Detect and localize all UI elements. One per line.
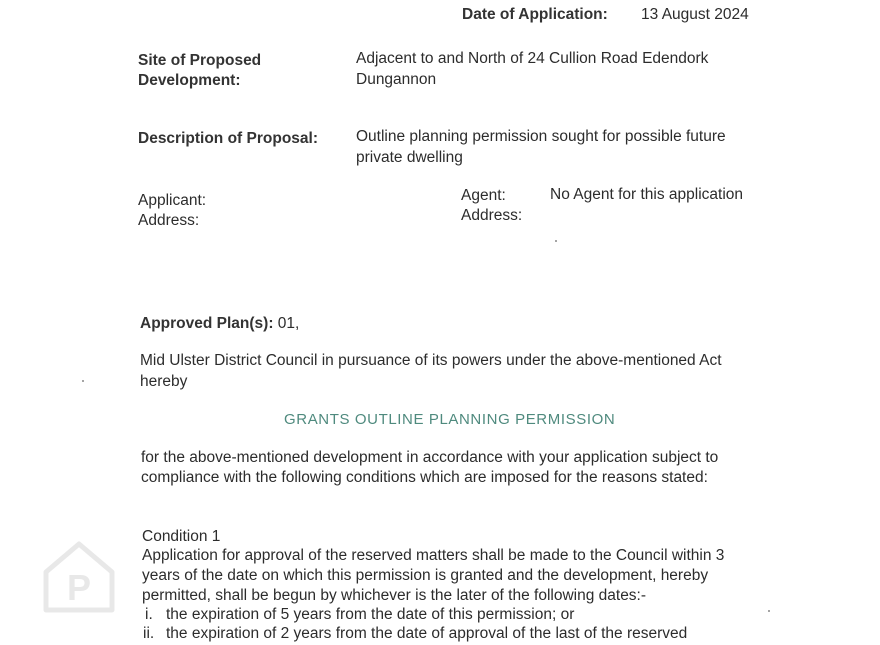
approved-plans-value: 01, — [273, 315, 300, 332]
site-value-line1: Adjacent to and North of 24 Cullion Road Edendork — [356, 50, 709, 67]
compliance-line2: compliance with the following conditions which are imposed for the reasons stated: — [141, 469, 708, 486]
scan-speck — [82, 380, 84, 382]
condition-1-item-i-text: the expiration of 5 years from the date of this permission; or — [166, 606, 575, 623]
grants-heading: GRANTS OUTLINE PLANNING PERMISSION — [284, 411, 616, 428]
description-value-line2: private dwelling — [356, 149, 463, 166]
compliance-line1: for the above-mentioned development in accordance with your application subject to — [141, 449, 719, 466]
council-line2: hereby — [140, 373, 188, 390]
description-value-line1: Outline planning permission sought for possible future — [356, 128, 726, 145]
applicant-label: Applicant: — [138, 192, 207, 209]
applicant-address-label: Address: — [138, 212, 200, 229]
agent-value: No Agent for this application — [550, 186, 744, 203]
date-of-application-label: Date of Application: — [462, 6, 608, 23]
condition-1-line1: Application for approval of the reserved matters shall be made to the Council within 3 — [142, 547, 725, 564]
site-label-line1: Site of Proposed — [138, 52, 262, 69]
property-watermark-icon — [40, 536, 118, 614]
site-label-line2: Development: — [138, 72, 241, 89]
watermark-letter: P — [66, 567, 92, 608]
scan-speck — [555, 240, 557, 242]
scan-speck — [768, 610, 770, 612]
council-line1: Mid Ulster District Council in pursuance of its powers under the above-mentioned Act — [140, 352, 722, 369]
date-of-application-value: 13 August 2024 — [641, 6, 749, 23]
condition-1-item-i-marker: i. — [145, 606, 153, 623]
condition-1-line2: years of the date on which this permission is granted and the development, hereby — [142, 567, 709, 584]
agent-label: Agent: — [461, 187, 506, 204]
condition-1-title: Condition 1 — [142, 528, 221, 545]
site-value-line2: Dungannon — [356, 71, 437, 88]
agent-address-label: Address: — [461, 207, 523, 224]
approved-plans-label: Approved Plan(s): — [140, 315, 274, 332]
description-label: Description of Proposal: — [138, 130, 318, 147]
condition-1-item-ii-marker: ii. — [143, 625, 155, 642]
condition-1-line3: permitted, shall be begun by whichever is the later of the following dates:- — [142, 587, 647, 604]
condition-1-item-ii-text: the expiration of 2 years from the date of approval of the last of the reserved — [166, 625, 688, 642]
approved-plans — [140, 315, 299, 333]
